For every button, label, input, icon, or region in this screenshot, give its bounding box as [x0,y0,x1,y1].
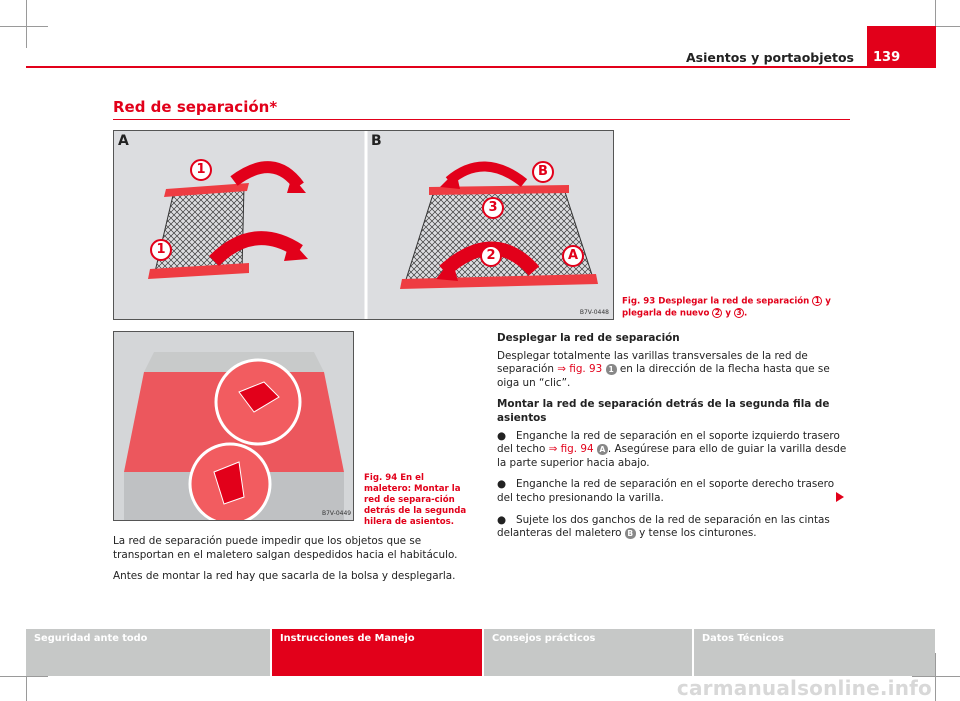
callout-a: A [562,245,584,267]
header-rule [26,66,936,68]
ref-badge: A [597,444,608,455]
panel-b-label: B [371,133,382,149]
figure-94-caption: Fig. 94 En el maletero: Montar la red de separa-ción detrás de la segunda hilera de asientos. [364,473,467,527]
section-rule [113,119,850,120]
ref-badge: 1 [606,364,617,375]
crop-mark [0,676,48,677]
section-title: Red de separación* [113,98,278,116]
callout-2: 2 [480,245,502,267]
subheading: Montar la red de separación detrás de la segunda fila de asientos [497,398,830,424]
bullet-icon: ● [497,429,507,442]
bullet-item: ● Sujete los dos ganchos de la red de separación en las cintas delanteras del maletero B y tense los cinturones. [497,513,830,540]
figure-93 [113,130,614,320]
bullet-icon: ● [497,513,507,526]
subheading: Desplegar la red de separación [497,332,680,344]
tab-instrucciones[interactable]: Instrucciones de Manejo [272,629,482,676]
crop-mark [935,653,936,701]
header-title: Asientos y portaobjetos [685,50,854,65]
figure-93-illustration [114,131,614,320]
left-text-column [113,535,468,592]
callout-1-bottom: 1 [150,239,172,261]
page-number-box [867,26,936,68]
bullet-icon: ● [497,478,507,491]
watermark: carmanualsonline.info [676,676,932,700]
figure-link[interactable]: ⇒ fig. 93 [557,363,603,376]
figure-94-illustration [114,332,354,521]
crop-mark [0,26,48,27]
callout-3: 3 [482,197,504,219]
paragraph: Antes de montar la red hay que sacarla de la bolsa y desplegarla. [113,570,456,583]
continue-arrow-icon [836,492,844,502]
panel-a-label: A [118,133,129,149]
figure-link[interactable]: ⇒ fig. 94 [548,443,594,456]
bullet-item: ● Enganche la red de separación en el soporte derecho trasero del techo presionando la varilla. [497,478,835,504]
callout-1-top: 1 [190,159,212,181]
callout-b: B [532,161,554,183]
figure-code: B7V-0449 [322,510,352,517]
ref-badge: B [625,528,636,539]
page-number: 139 [873,50,901,65]
bullet-item: ● Enganche la red de separación en el soporte izquierdo trasero del techo ⇒ fig. 94 A . Asegúrese para ello de guiar la varilla desde la parte superior hacia abajo. [497,429,847,469]
crop-mark [26,0,27,48]
figure-94 [113,331,354,521]
figure-code: B7V-0448 [579,309,609,316]
right-text-column [497,332,852,549]
figure-93-caption: Fig. 93 Desplegar la red de separación 1 y plegarla de nuevo 2 y 3 . [622,296,831,318]
paragraph: La red de separación puede impedir que los objetos que se transportan en el maletero salgan despedidos hacia el habitáculo. [113,535,458,561]
tab-consejos[interactable]: Consejos prácticos [484,629,692,676]
tab-seguridad[interactable]: Seguridad ante todo [26,629,270,676]
tab-datos[interactable]: Datos Técnicos [694,629,935,676]
paragraph: Desplegar totalmente las varillas transversales de la red de separación ⇒ fig. 93 1 en la dirección de la flecha hasta que se oiga un “clic”. [497,349,830,389]
